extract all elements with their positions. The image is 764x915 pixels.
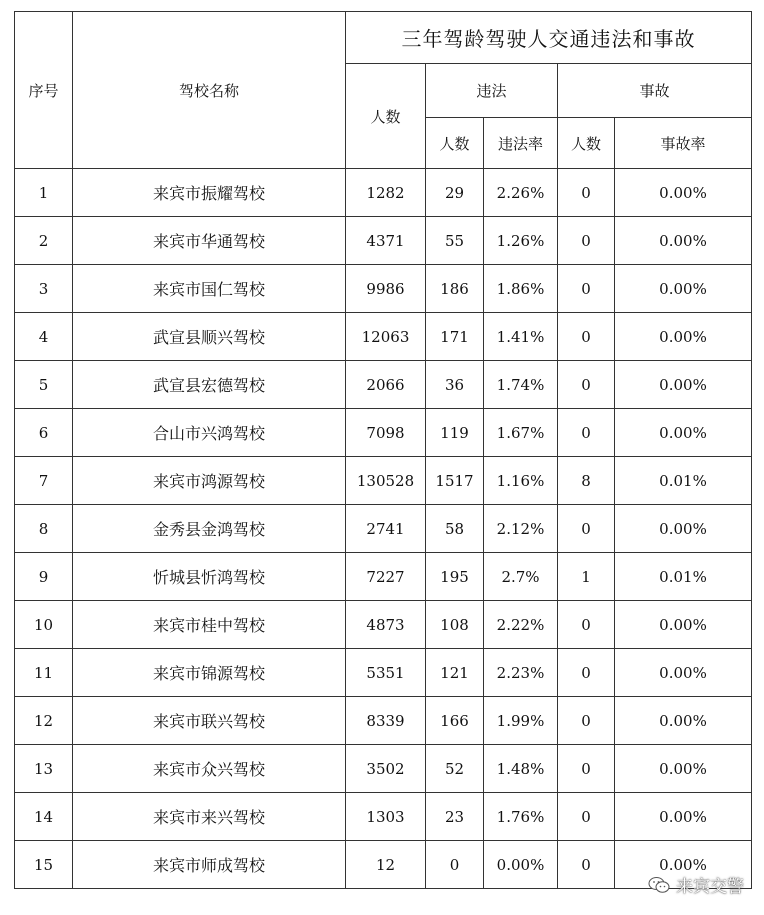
table-row xyxy=(15,361,752,409)
cell-accident-rate: 0.00% xyxy=(615,265,752,313)
cell-violation-rate: 1.26% xyxy=(484,217,558,265)
cell-seq: 1 xyxy=(15,169,73,217)
cell-school-name: 来宾市国仁驾校 xyxy=(73,265,346,313)
cell-accident-rate: 0.00% xyxy=(615,649,752,697)
table-row xyxy=(15,745,752,793)
cell-people: 3502 xyxy=(346,745,426,793)
watermark-text: 来宾交警 xyxy=(676,877,744,897)
cell-violation-people: 36 xyxy=(426,361,484,409)
cell-people: 7098 xyxy=(346,409,426,457)
table-row xyxy=(15,793,752,841)
cell-seq: 4 xyxy=(15,313,73,361)
cell-school-name: 来宾市桂中驾校 xyxy=(73,601,346,649)
cell-violation-people: 0 xyxy=(426,841,484,889)
cell-school-name: 来宾市众兴驾校 xyxy=(73,745,346,793)
cell-violation-rate: 1.76% xyxy=(484,793,558,841)
cell-violation-rate: 1.16% xyxy=(484,457,558,505)
table-row xyxy=(15,553,752,601)
cell-people: 2741 xyxy=(346,505,426,553)
cell-school-name: 来宾市联兴驾校 xyxy=(73,697,346,745)
cell-seq: 6 xyxy=(15,409,73,457)
cell-violation-people: 195 xyxy=(426,553,484,601)
cell-seq: 7 xyxy=(15,457,73,505)
table-row xyxy=(15,217,752,265)
wechat-icon xyxy=(648,876,670,894)
cell-seq: 2 xyxy=(15,217,73,265)
cell-violation-people: 108 xyxy=(426,601,484,649)
header-group-title: 三年驾龄驾驶人交通违法和事故 xyxy=(346,12,752,64)
header-violation-people: 人数 xyxy=(426,118,484,169)
cell-accident-rate: 0.01% xyxy=(615,553,752,601)
cell-violation-rate: 0.00% xyxy=(484,841,558,889)
cell-accident-rate: 0.01% xyxy=(615,457,752,505)
cell-accident-people: 0 xyxy=(558,793,615,841)
cell-violation-rate: 1.48% xyxy=(484,745,558,793)
cell-accident-people: 0 xyxy=(558,169,615,217)
table-row xyxy=(15,409,752,457)
cell-accident-people: 0 xyxy=(558,697,615,745)
cell-violation-people: 121 xyxy=(426,649,484,697)
table-row xyxy=(15,505,752,553)
cell-school-name: 来宾市鸿源驾校 xyxy=(73,457,346,505)
header-row-1 xyxy=(15,12,752,64)
header-people: 人数 xyxy=(346,64,426,169)
cell-accident-people: 0 xyxy=(558,745,615,793)
cell-people: 9986 xyxy=(346,265,426,313)
header-seq: 序号 xyxy=(15,12,73,169)
cell-accident-people: 0 xyxy=(558,217,615,265)
header-violation-rate: 违法率 xyxy=(484,118,558,169)
cell-violation-rate: 2.26% xyxy=(484,169,558,217)
cell-violation-people: 29 xyxy=(426,169,484,217)
cell-school-name: 来宾市锦源驾校 xyxy=(73,649,346,697)
cell-violation-people: 1517 xyxy=(426,457,484,505)
cell-violation-people: 58 xyxy=(426,505,484,553)
cell-violation-rate: 1.74% xyxy=(484,361,558,409)
cell-people: 7227 xyxy=(346,553,426,601)
header-violation: 违法 xyxy=(426,64,558,118)
cell-seq: 11 xyxy=(15,649,73,697)
cell-school-name: 金秀县金鸿驾校 xyxy=(73,505,346,553)
table-row xyxy=(15,457,752,505)
driving-school-table xyxy=(14,11,752,889)
cell-violation-people: 52 xyxy=(426,745,484,793)
watermark xyxy=(648,872,744,897)
cell-people: 4371 xyxy=(346,217,426,265)
cell-people: 5351 xyxy=(346,649,426,697)
cell-violation-rate: 1.99% xyxy=(484,697,558,745)
cell-accident-people: 0 xyxy=(558,841,615,889)
header-accident-rate: 事故率 xyxy=(615,118,752,169)
cell-accident-rate: 0.00% xyxy=(615,697,752,745)
cell-accident-people: 0 xyxy=(558,265,615,313)
cell-accident-people: 0 xyxy=(558,601,615,649)
table-row xyxy=(15,697,752,745)
cell-people: 1282 xyxy=(346,169,426,217)
cell-school-name: 合山市兴鸿驾校 xyxy=(73,409,346,457)
table-row xyxy=(15,841,752,889)
cell-school-name: 来宾市来兴驾校 xyxy=(73,793,346,841)
cell-seq: 3 xyxy=(15,265,73,313)
cell-seq: 13 xyxy=(15,745,73,793)
table-row xyxy=(15,601,752,649)
cell-accident-rate: 0.00% xyxy=(615,169,752,217)
cell-seq: 8 xyxy=(15,505,73,553)
cell-seq: 9 xyxy=(15,553,73,601)
cell-accident-rate: 0.00% xyxy=(615,409,752,457)
cell-violation-people: 171 xyxy=(426,313,484,361)
cell-accident-rate: 0.00% xyxy=(615,841,752,889)
header-accident-people: 人数 xyxy=(558,118,615,169)
cell-accident-people: 0 xyxy=(558,361,615,409)
cell-seq: 14 xyxy=(15,793,73,841)
cell-people: 130528 xyxy=(346,457,426,505)
cell-accident-people: 0 xyxy=(558,649,615,697)
table-row xyxy=(15,649,752,697)
cell-violation-people: 166 xyxy=(426,697,484,745)
cell-accident-rate: 0.00% xyxy=(615,505,752,553)
cell-violation-people: 119 xyxy=(426,409,484,457)
cell-violation-rate: 2.7% xyxy=(484,553,558,601)
cell-seq: 15 xyxy=(15,841,73,889)
cell-school-name: 来宾市师成驾校 xyxy=(73,841,346,889)
cell-violation-rate: 2.12% xyxy=(484,505,558,553)
header-school-name: 驾校名称 xyxy=(73,12,346,169)
cell-accident-people: 8 xyxy=(558,457,615,505)
cell-accident-people: 0 xyxy=(558,505,615,553)
table-row xyxy=(15,169,752,217)
cell-accident-rate: 0.00% xyxy=(615,313,752,361)
cell-accident-people: 1 xyxy=(558,553,615,601)
cell-accident-people: 0 xyxy=(558,409,615,457)
table-row xyxy=(15,313,752,361)
cell-people: 1303 xyxy=(346,793,426,841)
table-container xyxy=(14,11,752,889)
cell-violation-people: 23 xyxy=(426,793,484,841)
cell-accident-rate: 0.00% xyxy=(615,793,752,841)
cell-seq: 10 xyxy=(15,601,73,649)
cell-accident-people: 0 xyxy=(558,313,615,361)
cell-school-name: 来宾市振耀驾校 xyxy=(73,169,346,217)
cell-violation-people: 186 xyxy=(426,265,484,313)
cell-people: 4873 xyxy=(346,601,426,649)
cell-school-name: 忻城县忻鸿驾校 xyxy=(73,553,346,601)
cell-accident-rate: 0.00% xyxy=(615,361,752,409)
cell-accident-rate: 0.00% xyxy=(615,745,752,793)
cell-school-name: 来宾市华通驾校 xyxy=(73,217,346,265)
cell-violation-rate: 1.41% xyxy=(484,313,558,361)
cell-people: 8339 xyxy=(346,697,426,745)
table-row xyxy=(15,265,752,313)
cell-school-name: 武宣县宏德驾校 xyxy=(73,361,346,409)
cell-violation-rate: 1.86% xyxy=(484,265,558,313)
cell-people: 12063 xyxy=(346,313,426,361)
cell-people: 2066 xyxy=(346,361,426,409)
cell-violation-rate: 1.67% xyxy=(484,409,558,457)
cell-violation-people: 55 xyxy=(426,217,484,265)
cell-seq: 12 xyxy=(15,697,73,745)
cell-people: 12 xyxy=(346,841,426,889)
cell-seq: 5 xyxy=(15,361,73,409)
cell-accident-rate: 0.00% xyxy=(615,217,752,265)
cell-violation-rate: 2.22% xyxy=(484,601,558,649)
header-accident: 事故 xyxy=(558,64,752,118)
cell-accident-rate: 0.00% xyxy=(615,601,752,649)
cell-school-name: 武宣县顺兴驾校 xyxy=(73,313,346,361)
cell-violation-rate: 2.23% xyxy=(484,649,558,697)
